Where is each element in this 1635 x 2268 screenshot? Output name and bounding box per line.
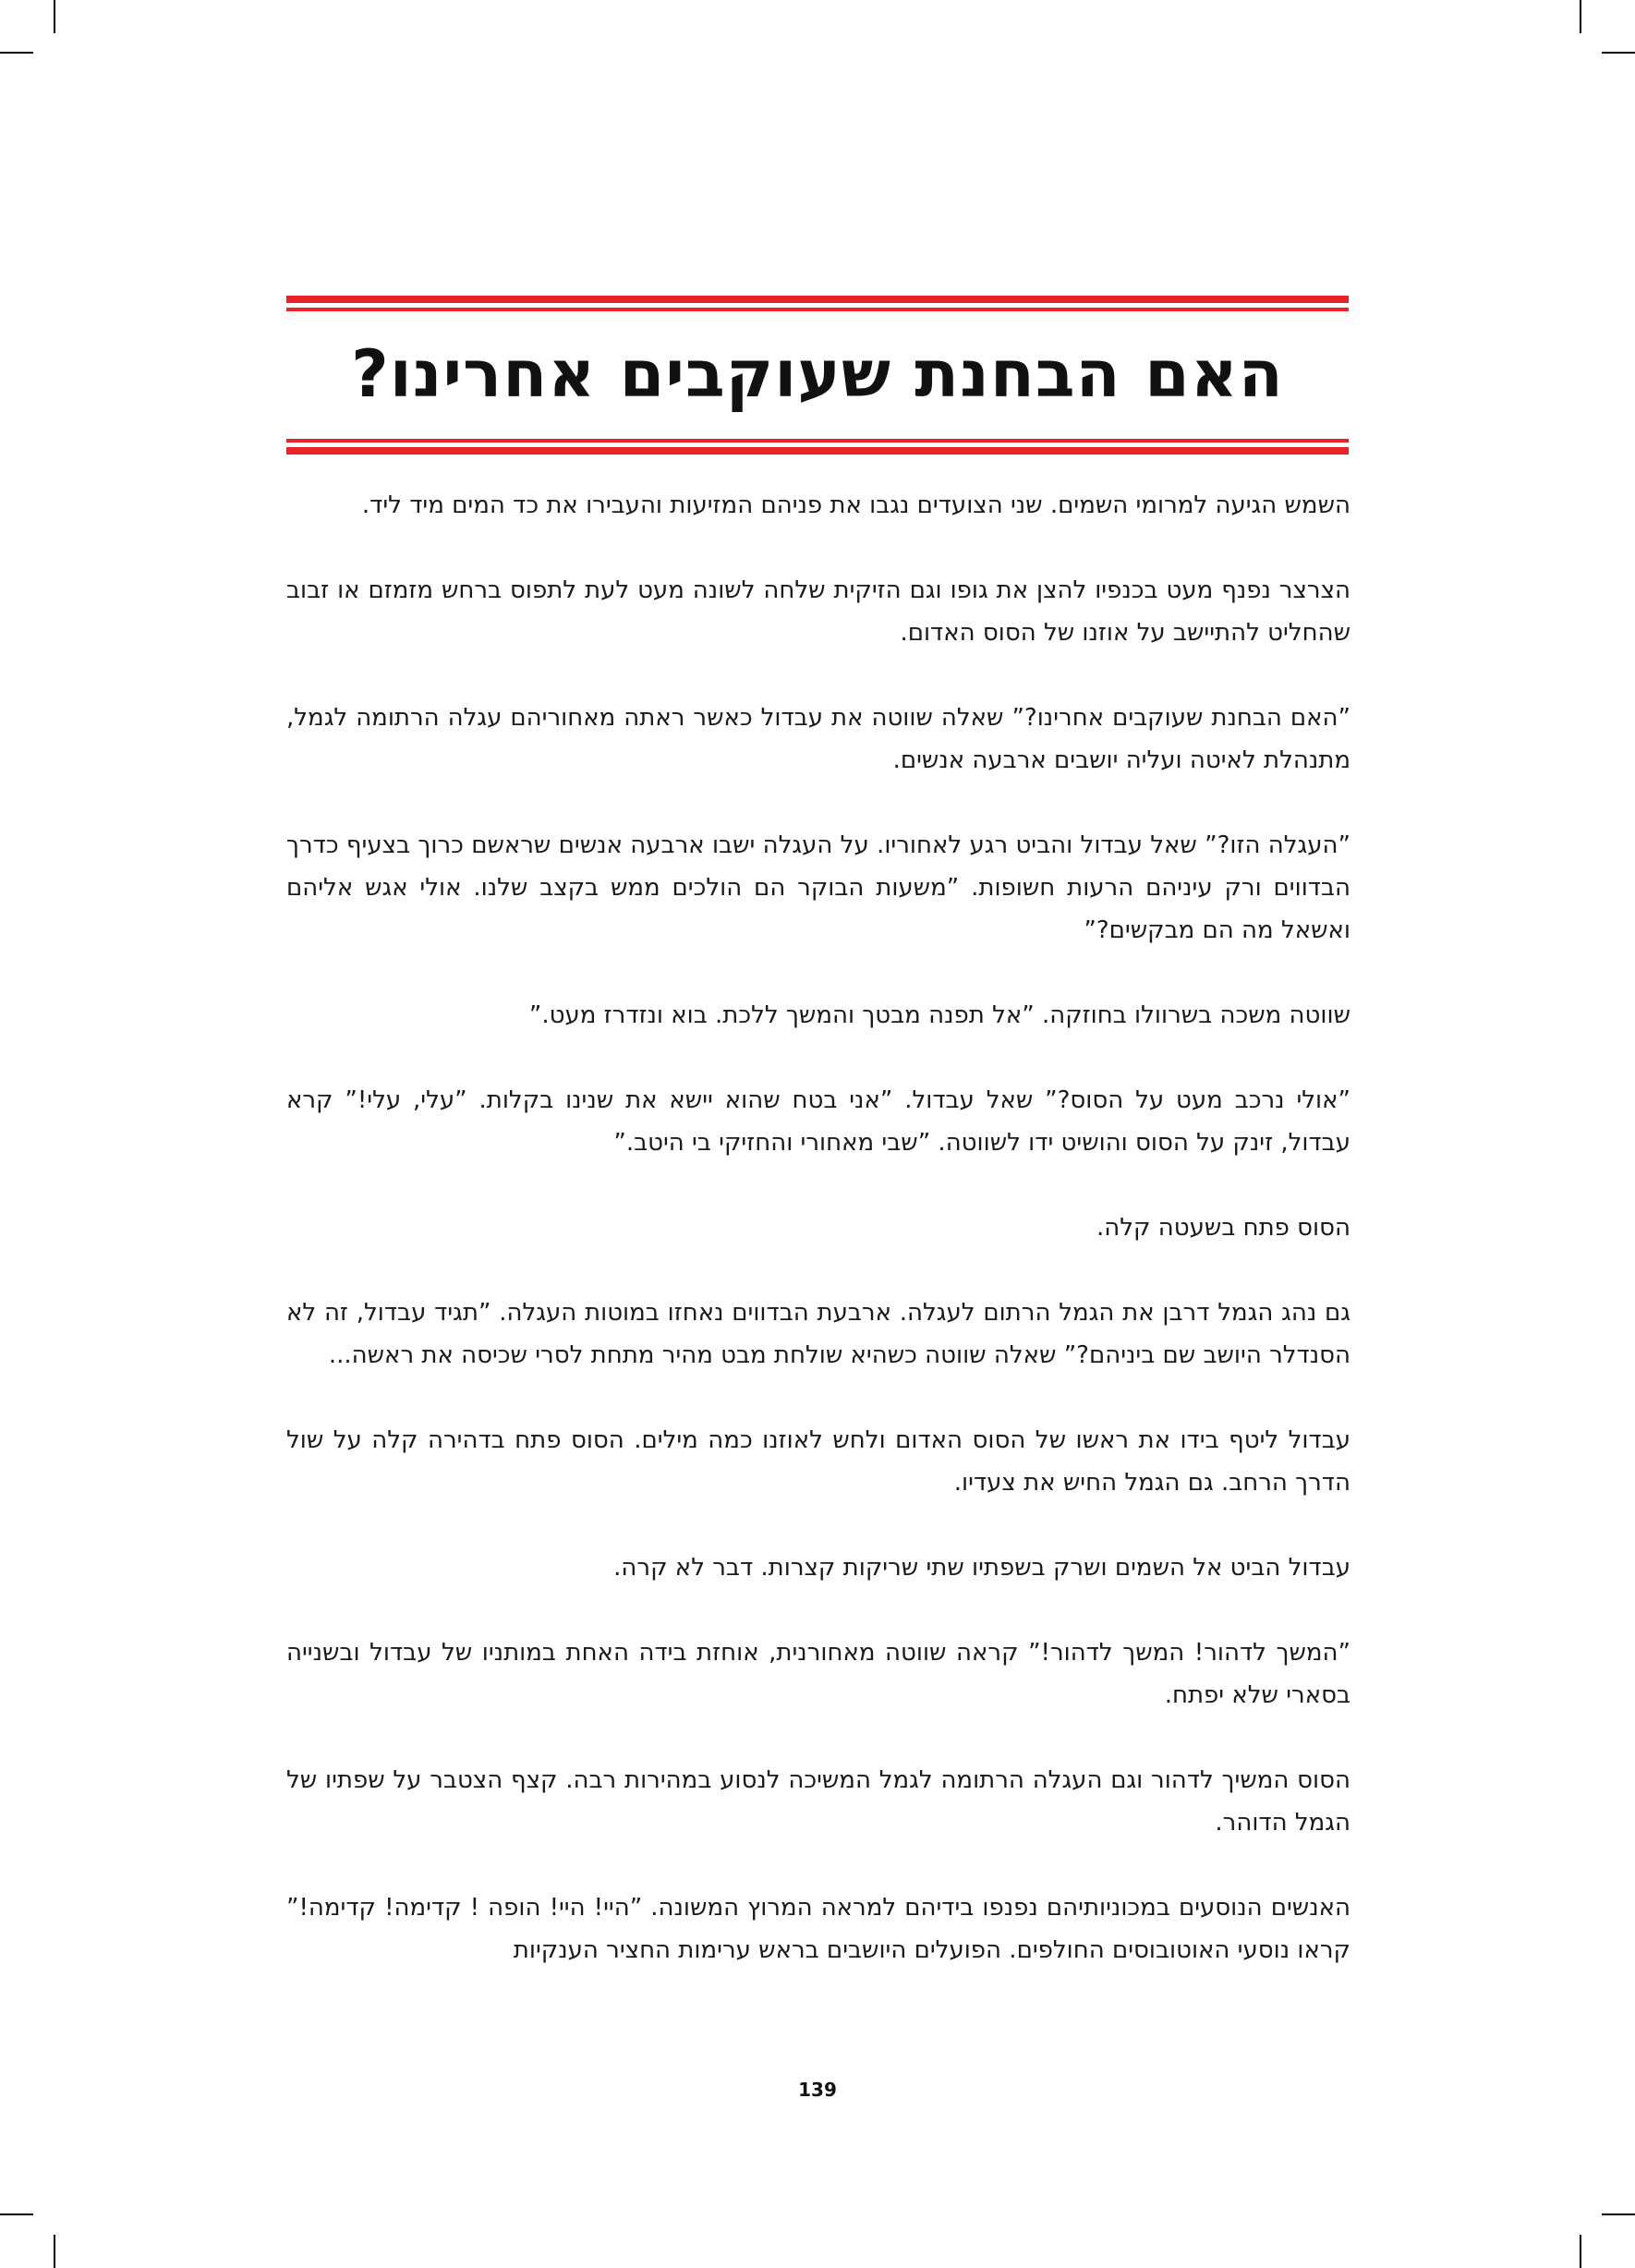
page-number: 139 xyxy=(798,2079,837,2101)
chapter-title: האם הבחנת שעוקבים אחרינו? xyxy=(351,336,1284,412)
paragraph: ”העגלה הזו?” שאל עבדול והביט רגע לאחוריו. על העגלה ישבו ארבעה אנשים שראשם כרוך בצעיף כדרך הבדווים ורק עיניהם הרעות חשופות. ”משעות הבוקר הם הולכים ממש בקצב שלנו. אולי אגש אליהם ואשאל מה הם מבקשים?” xyxy=(286,831,1350,944)
paragraph: הצרצר נפנף מעט בכנפיו להצן את גופו וגם הזיקית שלחה לשונה מעט לעת לתפוס ברחש מזמזם או זבוב שהחליט להתיישב על אוזנו של הסוס האדום. xyxy=(286,576,1350,647)
bottom-rule xyxy=(286,439,1349,455)
paragraph: גם נהג הגמל דרבן את הגמל הרתום לעגלה. ארבעת הבדווים נאחזו במוטות העגלה. ”תגיד עבדול, זה לא הסנדלר היושב שם ביניהם?” שאלה שווטה כשהיא שולחת מבט מהיר מתחת לסרי שכיסה את ראשה... xyxy=(286,1299,1350,1369)
story-body xyxy=(286,484,1350,2014)
chapter-header xyxy=(286,296,1349,455)
crop-mark xyxy=(54,2235,55,2268)
paragraph: הסוס המשיך לדהור וגם העגלה הרתומה לגמל המשיכה לנסוע במהירות רבה. קצף הצטבר על שפתיו של הגמל הדוהר. xyxy=(286,1766,1350,1837)
paragraph: עבדול הביט אל השמים ושרק בשפתיו שתי שריקות קצרות. דבר לא קרה. xyxy=(613,1554,1350,1582)
paragraph: ”המשך לדהור! המשך לדהור!” קראה שווטה מאחורנית, אוחזת בידה האחת במותניו של עבדול ובשנייה בסארי שלא יפתח. xyxy=(286,1639,1350,1709)
paragraph: ”האם הבחנת שעוקבים אחרינו?” שאלה שווטה את עבדול כאשר ראתה מאחוריהם עגלה הרתומה לגמל, מתנהלת לאיטה ועליה יושבים ארבעה אנשים. xyxy=(286,704,1350,774)
paragraph: הסוס פתח בשעטה קלה. xyxy=(1096,1214,1350,1242)
paragraph: השמש הגיעה למרומי השמים. שני הצועדים נגבו את פניהם המזיעות והעבירו את כד המים מיד ליד. xyxy=(361,491,1350,519)
crop-mark xyxy=(1602,52,1635,54)
top-rule xyxy=(286,296,1349,311)
paragraph: ”אולי נרכב מעט על הסוס?” שאל עבדול. ”אני בטח שהוא יישא את שנינו בקלות. ”עלי, עלי!” קרא עבדול, זינק על הסוס והושיט ידו לשווטה. ”שבי מאחורי והחזיקי בי היטב.” xyxy=(286,1086,1350,1157)
crop-mark xyxy=(1580,0,1581,33)
crop-mark xyxy=(0,52,33,54)
crop-mark xyxy=(54,0,55,33)
red-rule-thick xyxy=(286,447,1349,455)
crop-mark xyxy=(1602,2213,1635,2215)
red-rule-thick xyxy=(286,296,1349,303)
paragraph: עבדול ליטף בידו את ראשו של הסוס האדום ולחש לאוזנו כמה מילים. הסוס פתח בדהירה קלה על שול הדרך הרחב. גם הגמל החיש את צעדיו. xyxy=(286,1426,1350,1497)
paragraph: שווטה משכה בשרוולו בחוזקה. ”אל תפנה מבטך והמשך ללכת. בוא ונזדרז מעט.” xyxy=(528,1001,1350,1029)
crop-mark xyxy=(1580,2235,1581,2268)
paragraph: האנשים הנוסעים במכוניותיהם נפנפו בידיהם למראה המרוץ המשונה. ”היי! היי! הופה ! קדימה! קדימה!” קראו נוסעי האוטובוסים החולפים. הפועלים היושבים בראש ערימות החציר הענקיות xyxy=(286,1894,1350,1964)
crop-mark xyxy=(0,2213,33,2215)
